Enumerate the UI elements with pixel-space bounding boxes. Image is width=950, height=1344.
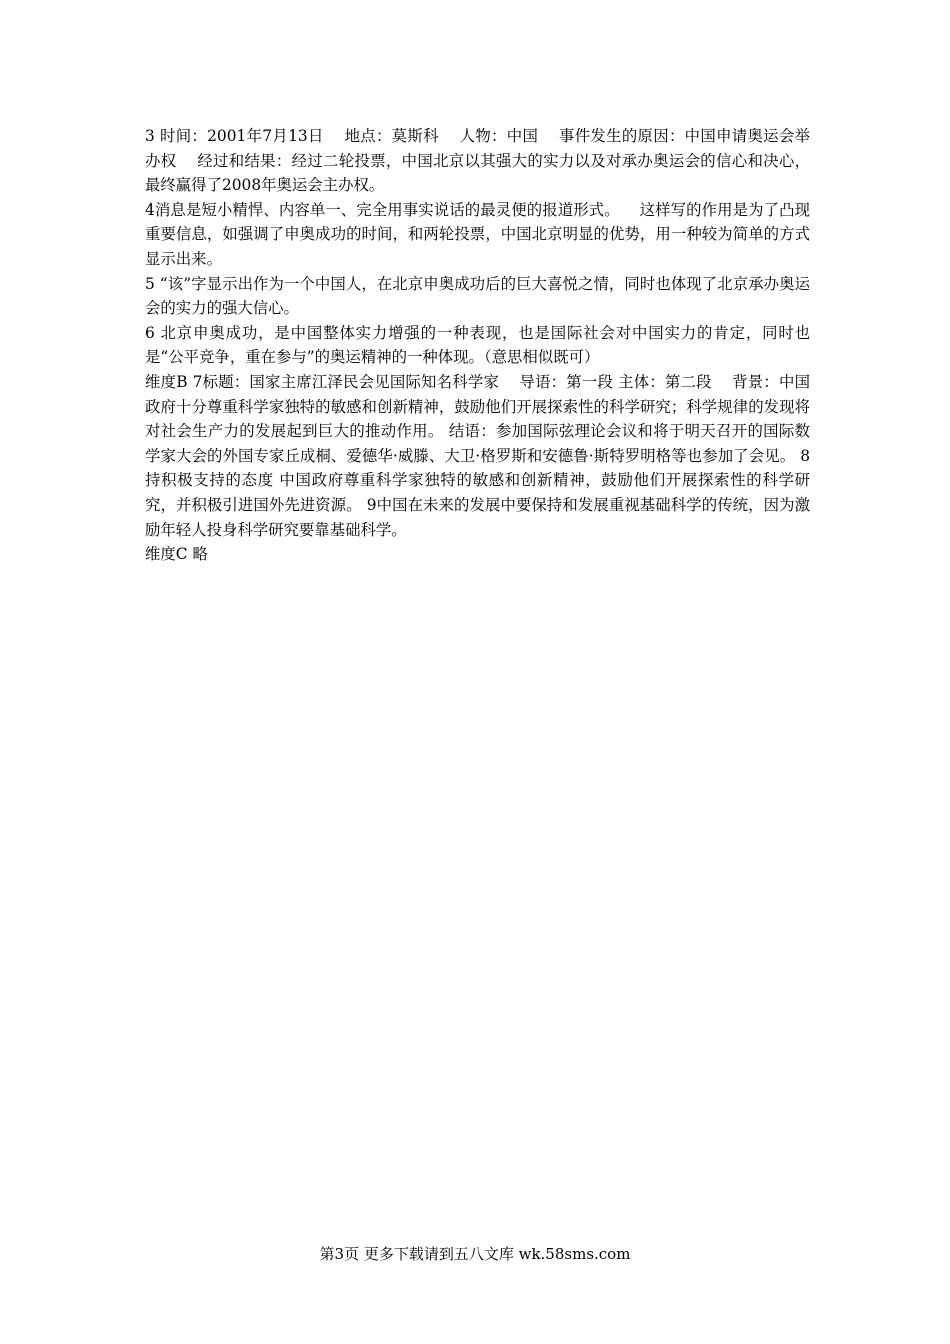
answer-paragraph-5: 5 “该”字显示出作为一个中国人，在北京申奥成功后的巨大喜悦之情，同时也体现了北京承办奥运会的实力的强大信心。 bbox=[145, 274, 810, 318]
answer-paragraph-3: 3 时间：2001年7月13日 地点：莫斯科 人物：中国 事件发生的原因：中国申请奥运会举办权 经过和结果：经过二轮投票，中国北京以其强大的实力以及对承办奥运会的信心和决心，最终赢得了2008年奥运会主办权。 bbox=[145, 127, 810, 195]
document-body bbox=[145, 124, 815, 567]
answer-paragraph-dimension-b: 维度B 7标题：国家主席江泽民会见国际知名科学家 导语：第一段 主体：第二段 背景：中国政府十分尊重科学家独特的敏感和创新精神，鼓励他们开展探索性的科学研究；科学规律的发现将对社会生产力的发展起到巨大的推动作用。 结语：参加国际弦理论会议和将于明天召开的国际数学家大会的外国专家丘成桐、爱德华·威滕、大卫·格罗斯和安德鲁·斯特罗明格等也参加了会见。 8 持积极支持的态度 中国政府尊重科学家独特的敏感和创新精神，鼓励他们开展探索性的科学研究，并积极引进国外先进资源。 9中国在未来的发展中要保持和发展重视基础科学的传统，因为激励年轻人投身科学研究要靠基础科学。 bbox=[145, 372, 815, 539]
answer-paragraph-dimension-c: 维度C 略 bbox=[145, 545, 208, 564]
answer-paragraph-6: 6 北京申奥成功，是中国整体实力增强的一种表现，也是国际社会对中国实力的肯定，同时也是“公平竞争，重在参与”的奥运精神的一种体现。（意思相似既可） bbox=[145, 323, 810, 367]
answer-paragraph-4: 4消息是短小精悍、内容单一、完全用事实说话的最灵便的报道形式。 这样写的作用是为了凸现重要信息，如强调了申奥成功的时间，和两轮投票，中国北京明显的优势，用一种较为简单的方式显示出来。 bbox=[145, 200, 810, 268]
page-footer: 第3页 更多下载请到五八文库 wk.58sms.com bbox=[319, 1245, 631, 1263]
